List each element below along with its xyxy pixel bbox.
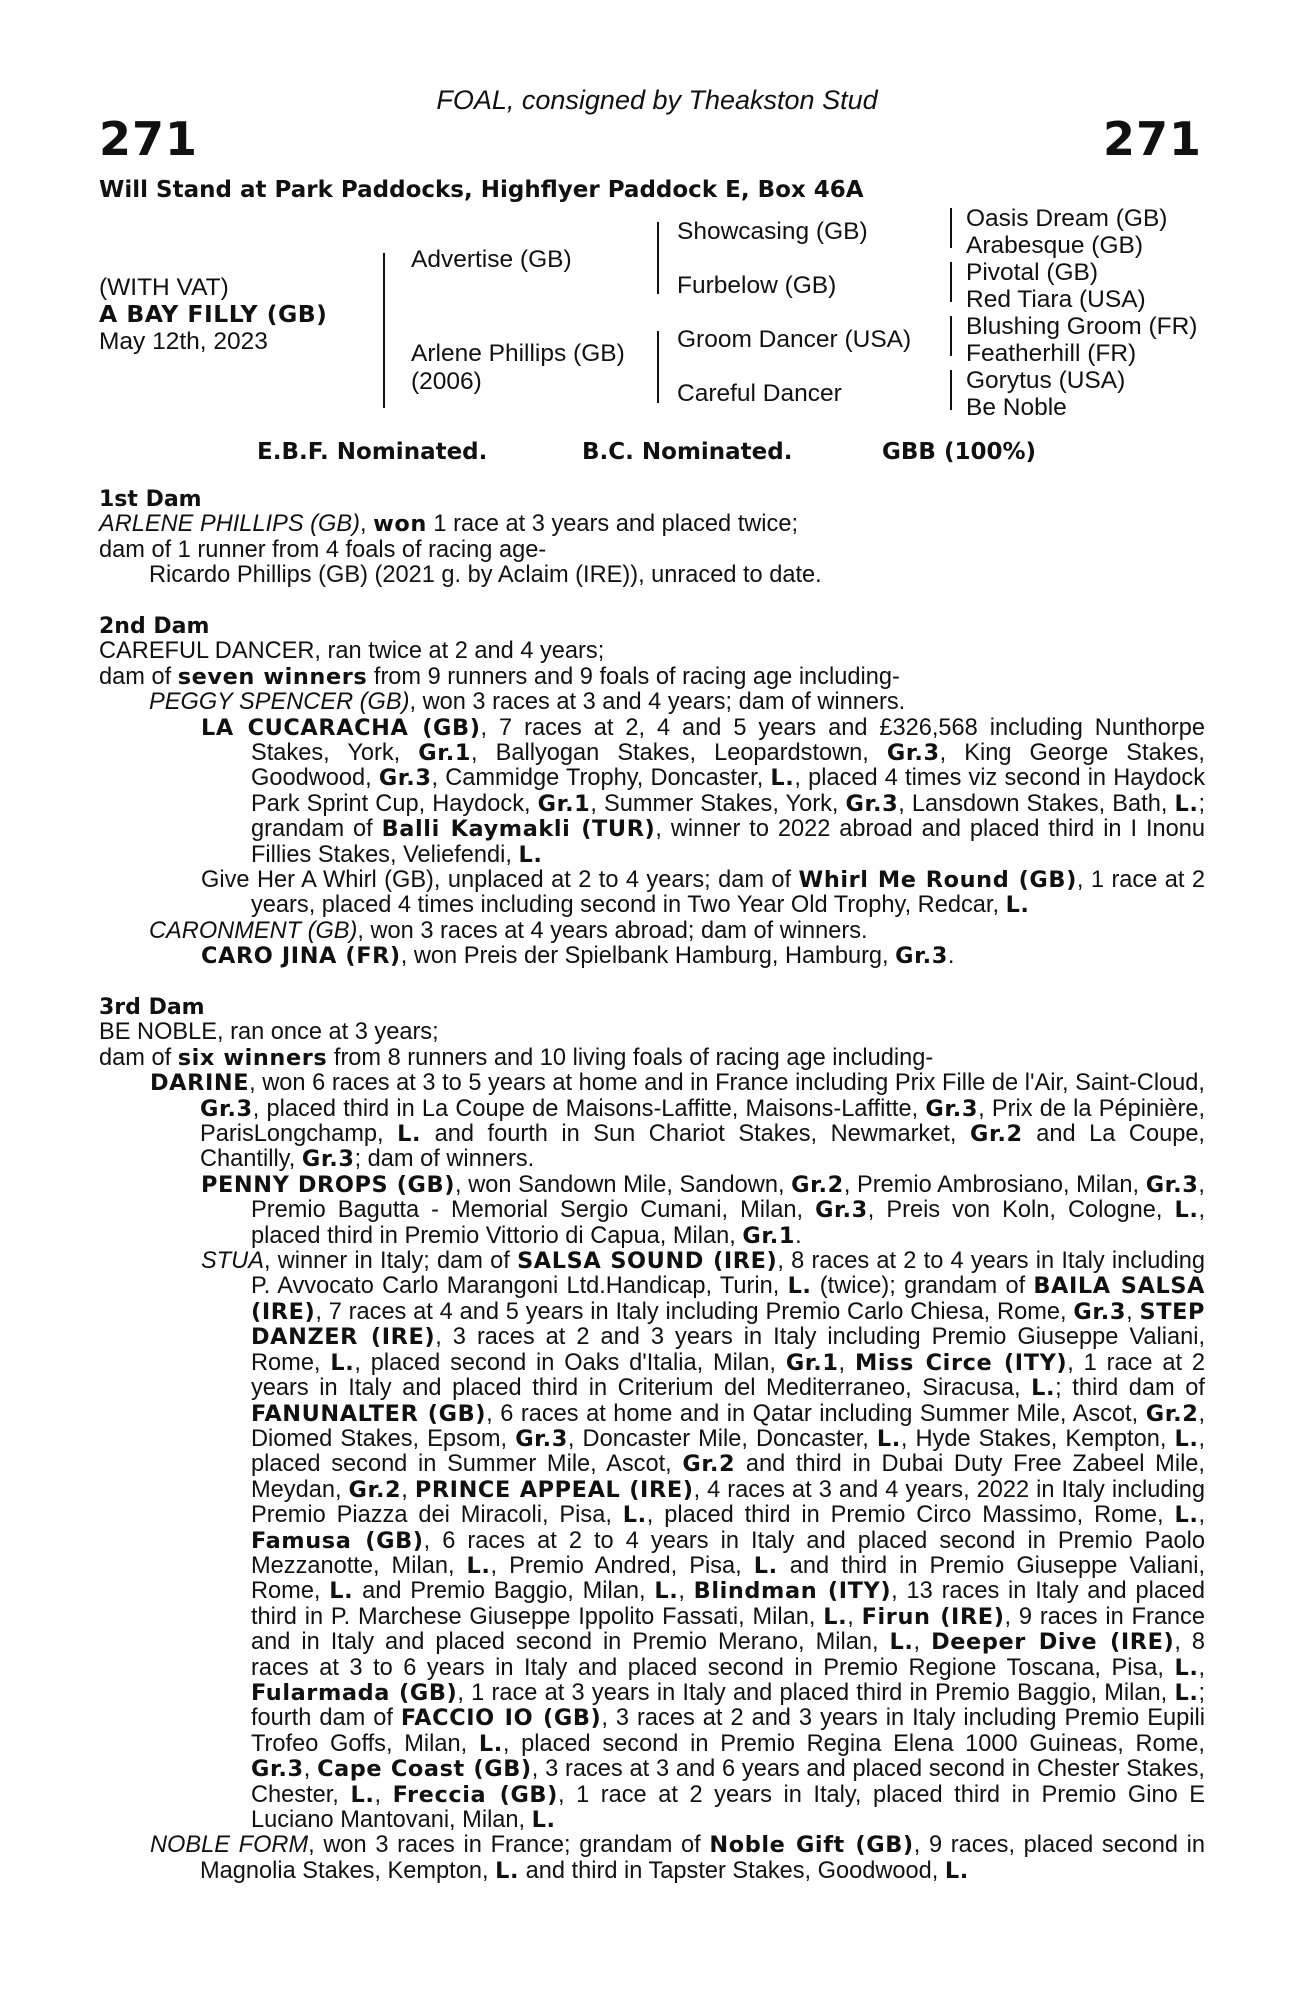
ancestor-8: Be Noble [966, 394, 1067, 421]
gbb-status: GBB (100%) [882, 439, 1037, 465]
second-dam-section [99, 614, 1205, 970]
brace-g3-4 [950, 370, 952, 410]
bc-nomination: B.C. Nominated. [582, 439, 793, 465]
second-dam-heading: 2nd Dam [99, 614, 210, 639]
sire-dam: Furbelow (GB) [677, 272, 837, 299]
horse-name-text: A BAY FILLY (GB) [99, 300, 328, 328]
brace-g3-1 [950, 208, 952, 248]
dam: Arlene Phillips (GB) [411, 340, 625, 367]
third-dam-heading: 3rd Dam [99, 995, 205, 1020]
brace-sire [657, 222, 659, 294]
ancestor-7: Gorytus (USA) [966, 367, 1126, 394]
peggy-spencer: PEGGY SPENCER (GB), won 3 races at 3 and 4 years; dam of winners. [149, 689, 906, 716]
brace-dam [657, 331, 659, 403]
brace-main [383, 253, 385, 408]
ancestor-5: Blushing Groom (FR) [966, 313, 1198, 340]
la-cucaracha: LA CUCARACHA (GB), 7 races at 2, 4 and 5 years and £326,568 including Nunthorpe Stakes, York, Gr.1, Ballyogan Stakes, Leopardstown, Gr.3, King George Stakes, Goodwood, Gr.3, Cammidge Trophy, Doncaster, L., placed 4 times viz second in Haydock Park Sprint Cup, Haydock, Gr.1, Summer Stakes, York, Gr.3, Lansdown Stakes, Bath, L.; grandam of Balli Kaymakli (TUR), winner to 2022 abroad and placed third in I Inonu Fillies Stakes, Veliefendi, L. [201, 714, 1205, 868]
ebf-nomination: E.B.F. Nominated. [257, 439, 488, 465]
third-dam-record: BE NOBLE, ran once at 3 years; [99, 1019, 439, 1046]
horse-name [99, 301, 327, 328]
ancestor-4: Red Tiara (USA) [966, 286, 1146, 313]
sire: Advertise (GB) [411, 246, 572, 273]
second-dam-produce: dam of seven winners from 9 runners and 9 foals of racing age including- [99, 663, 900, 690]
caronment: CARONMENT (GB), won 3 races at 4 years abroad; dam of winners. [149, 917, 868, 944]
third-dam-produce: dam of six winners from 8 runners and 10 living foals of racing age including- [99, 1044, 934, 1071]
first-dam-section [99, 487, 1205, 589]
consignor-line: FOAL, consigned by Theakston Stud [436, 85, 878, 115]
sire-sire: Showcasing (GB) [677, 218, 868, 245]
caro-jina: CARO JINA (FR), won Preis der Spielbank Hamburg, Hamburg, Gr.3. [201, 943, 955, 970]
first-dam-produce: dam of 1 runner from 4 foals of racing age- [99, 536, 547, 563]
dam-year: (2006) [411, 368, 482, 395]
darine: DARINE, won 6 races at 3 to 5 years at home and in France including Prix Fille de l'Air, Saint-Cloud, Gr.3, placed third in La Coupe de Maisons-Laffitte, Maisons-Laffitte, Gr.3, Prix de la Pépinière, ParisLongchamp, L. and fourth in Sun Chariot Stakes, Newmarket, Gr.2 and La Coupe, Chantilly, Gr.3; dam of winners. [150, 1070, 1205, 1173]
dam-dam: Careful Dancer [677, 380, 842, 407]
third-dam-section [99, 995, 1205, 1884]
stua: STUA, winner in Italy; dam of SALSA SOUND (IRE), 8 races at 2 to 4 years in Italy including P. Avvocato Carlo Marangoni Ltd.Handicap, Turin, L. (twice); grandam of BAILA SALSA (IRE), 7 races at 4 and 5 years in Italy including Premio Carlo Chiesa, Rome, Gr.3, STEP DANZER (IRE), 3 races at 2 and 3 years in Italy including Premio Giuseppe Valiani, Rome, L., placed second in Oaks d'Italia, Milan, Gr.1, Miss Circe (ITY), 1 race at 2 years in Italy and placed third in Criterium del Mediterraneo, Siracusa, L.; third dam of FANUNALTER (GB), 6 races at home and in Qatar including Summer Mile, Ascot, Gr.2, Diomed Stakes, Epsom, Gr.3, Doncaster Mile, Doncaster, L., Hyde Stakes, Kempton, L., placed second in Summer Mile, Ascot, Gr.2 and third in Dubai Duty Free Zabeel Mile, Meydan, Gr.2, PRINCE APPEAL (IRE), 4 races at 3 and 4 years, 2022 in Italy including Premio Piazza dei Miracoli, Pisa, L., placed third in Premio Circo Massimo, Rome, L., Famusa (GB), 6 races at 2 to 4 years in Italy and placed second in Premio Paolo Mezzanotte, Milan, L., Premio Andred, Pisa, L. and third in Premio Giuseppe Valiani, Rome, L. and Premio Baggio, Milan, L., Blindman (ITY), 13 races in Italy and placed third in P. Marchese Giuseppe Ippolito Fassati, Milan, L., Firun (IRE), 9 races in France and in Italy and placed second in Premio Merano, Milan, L., Deeper Dive (IRE), 8 races at 3 to 6 years in Italy and placed second in Premio Regione Toscana, Pisa, L., Fularmada (GB), 1 race at 3 years in Italy and placed third in Premio Baggio, Milan, L.; fourth dam of FACCIO IO (GB), 3 races at 2 and 3 years in Italy including Premio Eupili Trofeo Goffs, Milan, L., placed second in Premio Regina Elena 1000 Guineas, Rome, Gr.3, Cape Coast (GB), 3 races at 3 and 6 years and placed second in Chester Stakes, Chester, L., Freccia (GB), 1 race at 2 years in Italy, placed third in Premio Gino E Luciano Mantovani, Milan, L. [201, 1248, 1206, 1833]
foaling-date: May 12th, 2023 [99, 328, 268, 355]
first-dam-foal: Ricardo Phillips (GB) (2021 g. by Aclaim (IRE)), unraced to date. [149, 562, 822, 589]
stand-location: Will Stand at Park Paddocks, Highflyer Paddock E, Box 46A [99, 177, 864, 203]
ancestor-3: Pivotal (GB) [966, 259, 1099, 286]
penny-drops: PENNY DROPS (GB), won Sandown Mile, Sandown, Gr.2, Premio Ambrosiano, Milan, Gr.3, Premio Bagutta - Memorial Sergio Cumani, Milan, Gr.3, Preis von Koln, Cologne, L., placed third in Premio Vittorio di Capua, Milan, Gr.1. [201, 1171, 1205, 1249]
ancestor-1: Oasis Dream (GB) [966, 205, 1168, 232]
noble-form: NOBLE FORM, won 3 races in France; grandam of Noble Gift (GB), 9 races, placed second in Magnolia Stakes, Kempton, L. and third in Tapster Stakes, Goodwood, L. [150, 1832, 1206, 1884]
dam-sire: Groom Dancer (USA) [677, 326, 912, 353]
vat-label: (WITH VAT) [99, 274, 229, 301]
give-her-a-whirl: Give Her A Whirl (GB), unplaced at 2 to 4 years; dam of Whirl Me Round (GB), 1 race at 2 years, placed 4 times including second in Two Year Old Trophy, Redcar, L. [201, 867, 1205, 919]
ancestor-6: Featherhill (FR) [966, 340, 1137, 367]
lot-number-right: 271 [1102, 112, 1202, 166]
first-dam-record: ARLENE PHILLIPS (GB), won 1 race at 3 years and placed twice; [99, 511, 799, 538]
brace-g3-3 [950, 316, 952, 356]
second-dam-record: CAREFUL DANCER, ran twice at 2 and 4 years; [99, 638, 605, 665]
ancestor-2: Arabesque (GB) [966, 232, 1144, 259]
brace-g3-2 [950, 262, 952, 302]
lot-number-left: 271 [99, 112, 199, 166]
first-dam-heading: 1st Dam [99, 487, 202, 512]
